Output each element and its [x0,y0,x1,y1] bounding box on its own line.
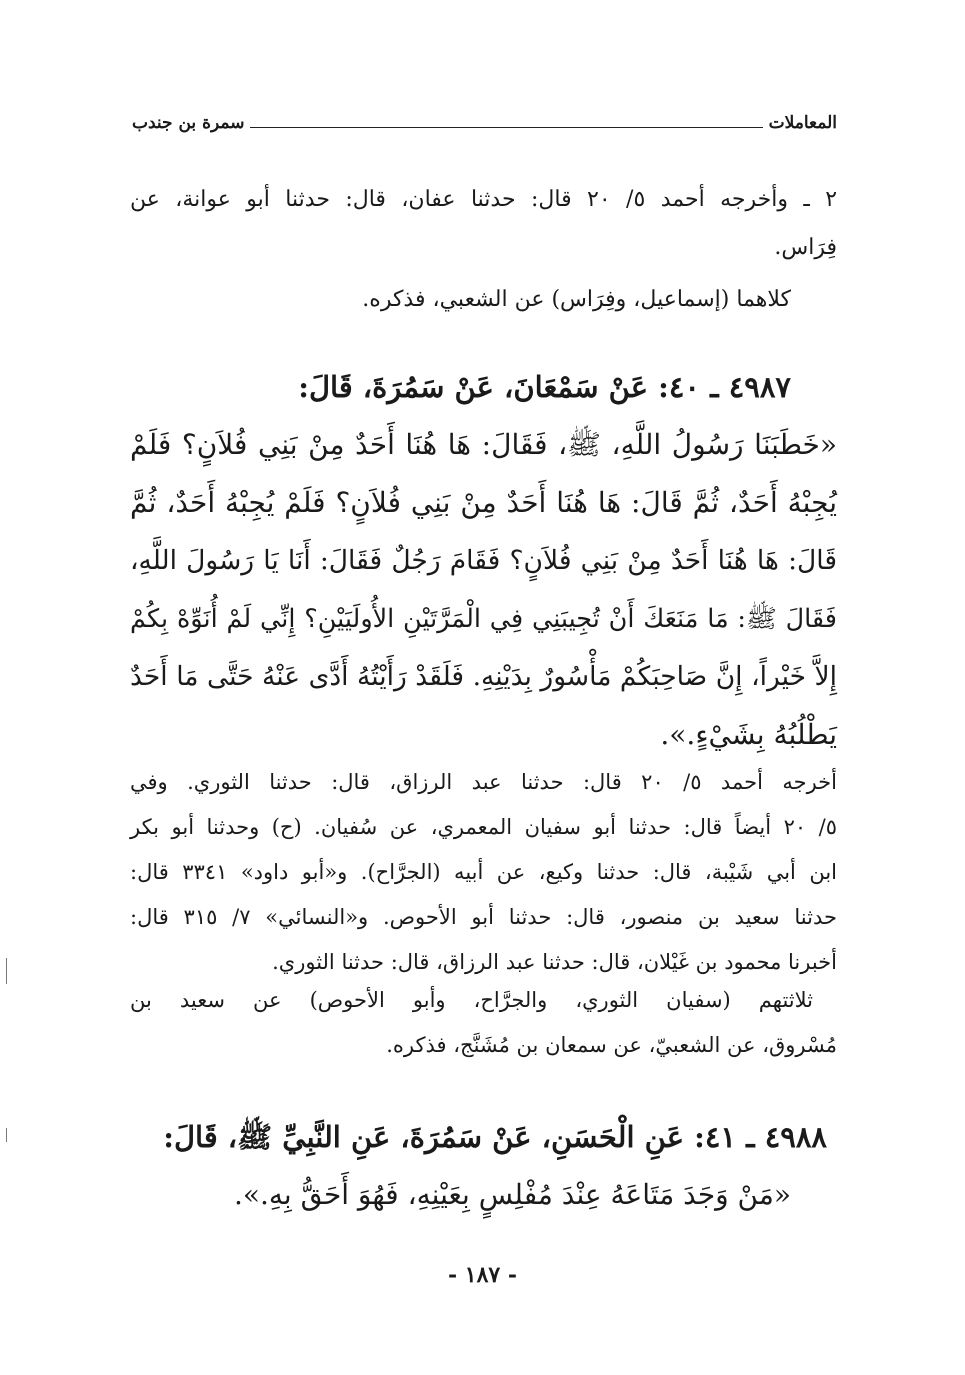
hadith-line: «خَطَبَنَا رَسُولُ اللَّهِ، ﷺ، فَقَالَ: هَا هُنَا أَحَدٌ مِنْ بَنِي فُلاَنٍ؟ فَلَمْ [130,428,837,461]
text-line: مُسْروق، عن الشعبيّ، عن سمعان بن مُشَنَّج، فذكره. [386,1033,837,1057]
hadith-heading: ٤٩٨٨ ـ ٤١: عَنِ الْحَسَنِ، عَنْ سَمُرَةَ، عَنِ النَّبِيِّ ﷺ، قَالَ: [163,1120,827,1154]
text-line: حدثنا سعيد بن منصور، قال: حدثنا أبو الأحوص. و«النسائي» ٧/ ٣١٥ قال: [130,905,837,929]
hadith-line: إِلاَّ خَيْراً، إِنَّ صَاحِبَكُمْ مَأْسُورٌ بِدَيْنِهِ. فَلَقَدْ رَأَيْتُهُ أَدَّى عَنْهُ حَتَّى مَا أَحَدٌ [130,661,837,692]
source-summary-1 [130,276,837,324]
running-header [132,108,837,138]
text-line: ٥/ ٢٠ أيضاً قال: حدثنا أبو سفيان المعمري، عن سُفيان. (ح) وحدثنا أبو بكر [130,815,837,839]
hadith-line: قَالَ: هَا هُنَا أَحَدٌ مِنْ بَنِي فُلاَنٍ؟ فَقَامَ رَجُلٌ فَقَالَ: أَنَا يَا رَسُولَ اللَّهِ، [130,545,837,576]
text-line: فِرَاس. [774,235,837,260]
hadith-4987 [130,358,837,764]
text-line: أخبرنا محمود بن غَيْلان، قال: حدثنا عبد الرزاق، قال: حدثنا الثوري. [272,950,837,974]
text-line: ٢ ـ وأخرجه أحمد ٥/ ٢٠ قال: حدثنا عفان، قال: حدثنا أبو عوانة، عن [130,187,838,212]
header-rule [250,127,762,128]
header-narrator-name: سمرة بن جندب [132,113,245,133]
header-section-title: المعاملات [768,113,837,133]
takhrij-summary [130,978,837,1068]
takhrij-paragraph [130,760,837,985]
text-line: كلاهما (إسماعيل، وفِرَاس) عن الشعبي، فذكره. [362,287,791,312]
hadith-line: «مَنْ وَجَدَ مَتَاعَهُ عِنْدَ مُفْلِسٍ بِعَيْنِهِ، فَهُوَ أَحَقُّ بِهِ.». [233,1178,791,1211]
page-number: - ١٨٧ - [447,1262,518,1288]
hadith-heading: ٤٩٨٧ ـ ٤٠: عَنْ سَمْعَانَ، عَنْ سَمُرَةَ، قَالَ: [298,370,791,404]
hadith-line: فَقَالَ ﷺ: مَا مَنَعَكَ أَنْ تُجِيبَنِي فِي الْمَرَّتَيْنِ الأُولَيَيْنِ؟ إِنِّي لَمْ أُنَوِّهْ بِكُمْ [130,604,837,634]
hadith-4988 [130,1108,837,1224]
scan-margin-mark [6,1128,7,1142]
text-line: ابن أبي شَيْبة، قال: حدثنا وكيع، عن أبيه (الجرَّاح). و«أبو داود» ٣٣٤١ قال: [130,860,837,884]
hadith-line: يَطْلُبُهُ بِشَيْءٍ.». [660,718,837,751]
text-line: ثلاثتهم (سفيان الثوري، والجرَّاح، وأبو الأحوص) عن سعيد بن [130,988,813,1012]
hadith-line: يُجِبْهُ أَحَدٌ، ثُمَّ قَالَ: هَا هُنَا أَحَدٌ مِنْ بَنِي فُلاَنٍ؟ فَلَمْ يُجِبْهُ أَحَدٌ، ثُمَّ [130,486,837,519]
scan-margin-mark [6,958,7,984]
source-paragraph-1 [130,176,837,272]
text-line: أخرجه أحمد ٥/ ٢٠ قال: حدثنا عبد الرزاق، قال: حدثنا الثوري. وفي [130,770,837,794]
